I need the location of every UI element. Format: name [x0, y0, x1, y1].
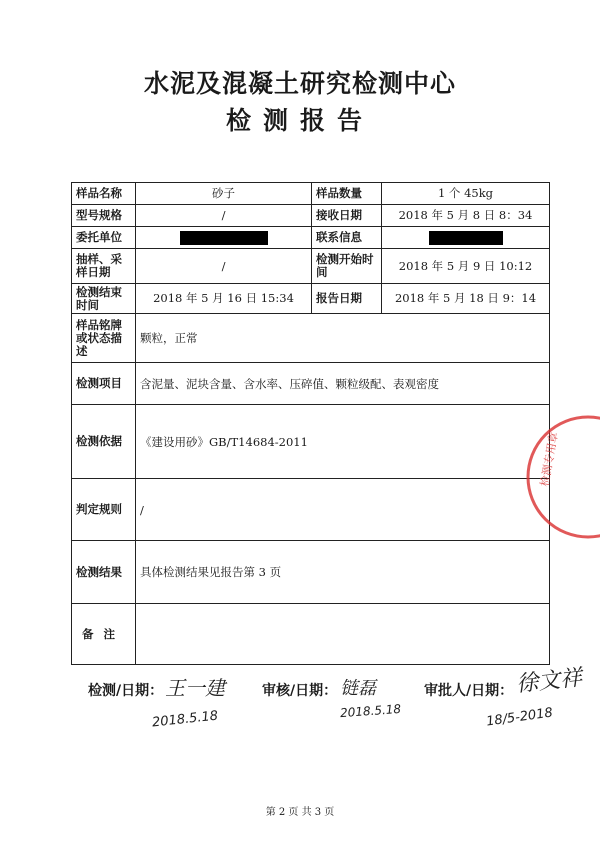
- received-value: 2018 年 5 月 8 日 8：34: [382, 205, 550, 227]
- redaction-bar: [429, 231, 503, 245]
- reviewer-date: 2018.5.18: [339, 701, 402, 721]
- test-end-label: 检测结束时间: [72, 284, 136, 314]
- table-row: [72, 205, 550, 227]
- contact-label: 联系信息: [312, 227, 382, 249]
- tester-signature: 王一建: [165, 676, 225, 700]
- org-title: 水泥及混凝土研究检测中心: [143, 69, 456, 98]
- table-row: [72, 479, 550, 541]
- table-row: [72, 284, 550, 314]
- sampling-label: 抽样、采样日期: [72, 249, 136, 284]
- basis-value: 《建设用砂》GB/T14684-2011: [136, 405, 550, 479]
- reviewer-label: 审核/日期：: [262, 683, 338, 699]
- rule-label: 判定规则: [72, 479, 136, 541]
- table-row: [72, 405, 550, 479]
- result-label: 检测结果: [72, 541, 136, 604]
- redaction-bar: [180, 231, 268, 245]
- received-label: 接收日期: [312, 205, 382, 227]
- page-number: 第 2 页 共 3 页: [265, 807, 335, 818]
- approver-signature: 徐文祥: [515, 665, 584, 698]
- sample-qty-value: 1 个 45kg: [382, 183, 550, 205]
- model-value: /: [136, 205, 312, 227]
- tester-date: 2018.5.18: [151, 708, 219, 731]
- reviewer-signature: 链磊: [340, 678, 376, 699]
- table-row: [72, 363, 550, 405]
- doc-title: 检测报告: [225, 106, 374, 135]
- basis-label: 检测依据: [72, 405, 136, 479]
- desc-value: 颗粒，正常: [136, 314, 550, 363]
- approver-date: 18/5-2018: [485, 705, 554, 730]
- test-end-value: 2018 年 5 月 16 日 15:34: [136, 284, 312, 314]
- stamp-text: 检测专用章: [538, 431, 561, 488]
- report-table: [71, 182, 550, 665]
- sample-name-value: 砂子: [136, 183, 312, 205]
- model-label: 型号规格: [72, 205, 136, 227]
- items-value: 含泥量、泥块含量、含水率、压碎值、颗粒级配、表观密度: [136, 363, 550, 405]
- table-row: [72, 604, 550, 665]
- test-start-label: 检测开始时间: [312, 249, 382, 284]
- table-row: [72, 314, 550, 363]
- sample-name-label: 样品名称: [72, 183, 136, 205]
- inspection-stamp: [518, 402, 600, 552]
- client-label: 委托单位: [72, 227, 136, 249]
- table-row: [72, 183, 550, 205]
- sample-qty-label: 样品数量: [312, 183, 382, 205]
- note-label: 备注: [72, 604, 136, 665]
- tester-label: 检测/日期：: [88, 683, 164, 699]
- table-row: [72, 541, 550, 604]
- note-value: [136, 604, 550, 665]
- report-date-value: 2018 年 5 月 18 日 9：14: [382, 284, 550, 314]
- test-start-value: 2018 年 5 月 9 日 10:12: [382, 249, 550, 284]
- approver-label: 审批人/日期：: [424, 683, 514, 699]
- desc-label: 样品铭牌或状态描述: [72, 314, 136, 363]
- table-row: [72, 227, 550, 249]
- report-date-label: 报告日期: [312, 284, 382, 314]
- rule-value: /: [136, 479, 550, 541]
- table-row: [72, 249, 550, 284]
- contact-value: [382, 227, 550, 249]
- result-value: 具体检测结果见报告第 3 页: [136, 541, 550, 604]
- sampling-value: /: [136, 249, 312, 284]
- client-value: [136, 227, 312, 249]
- items-label: 检测项目: [72, 363, 136, 405]
